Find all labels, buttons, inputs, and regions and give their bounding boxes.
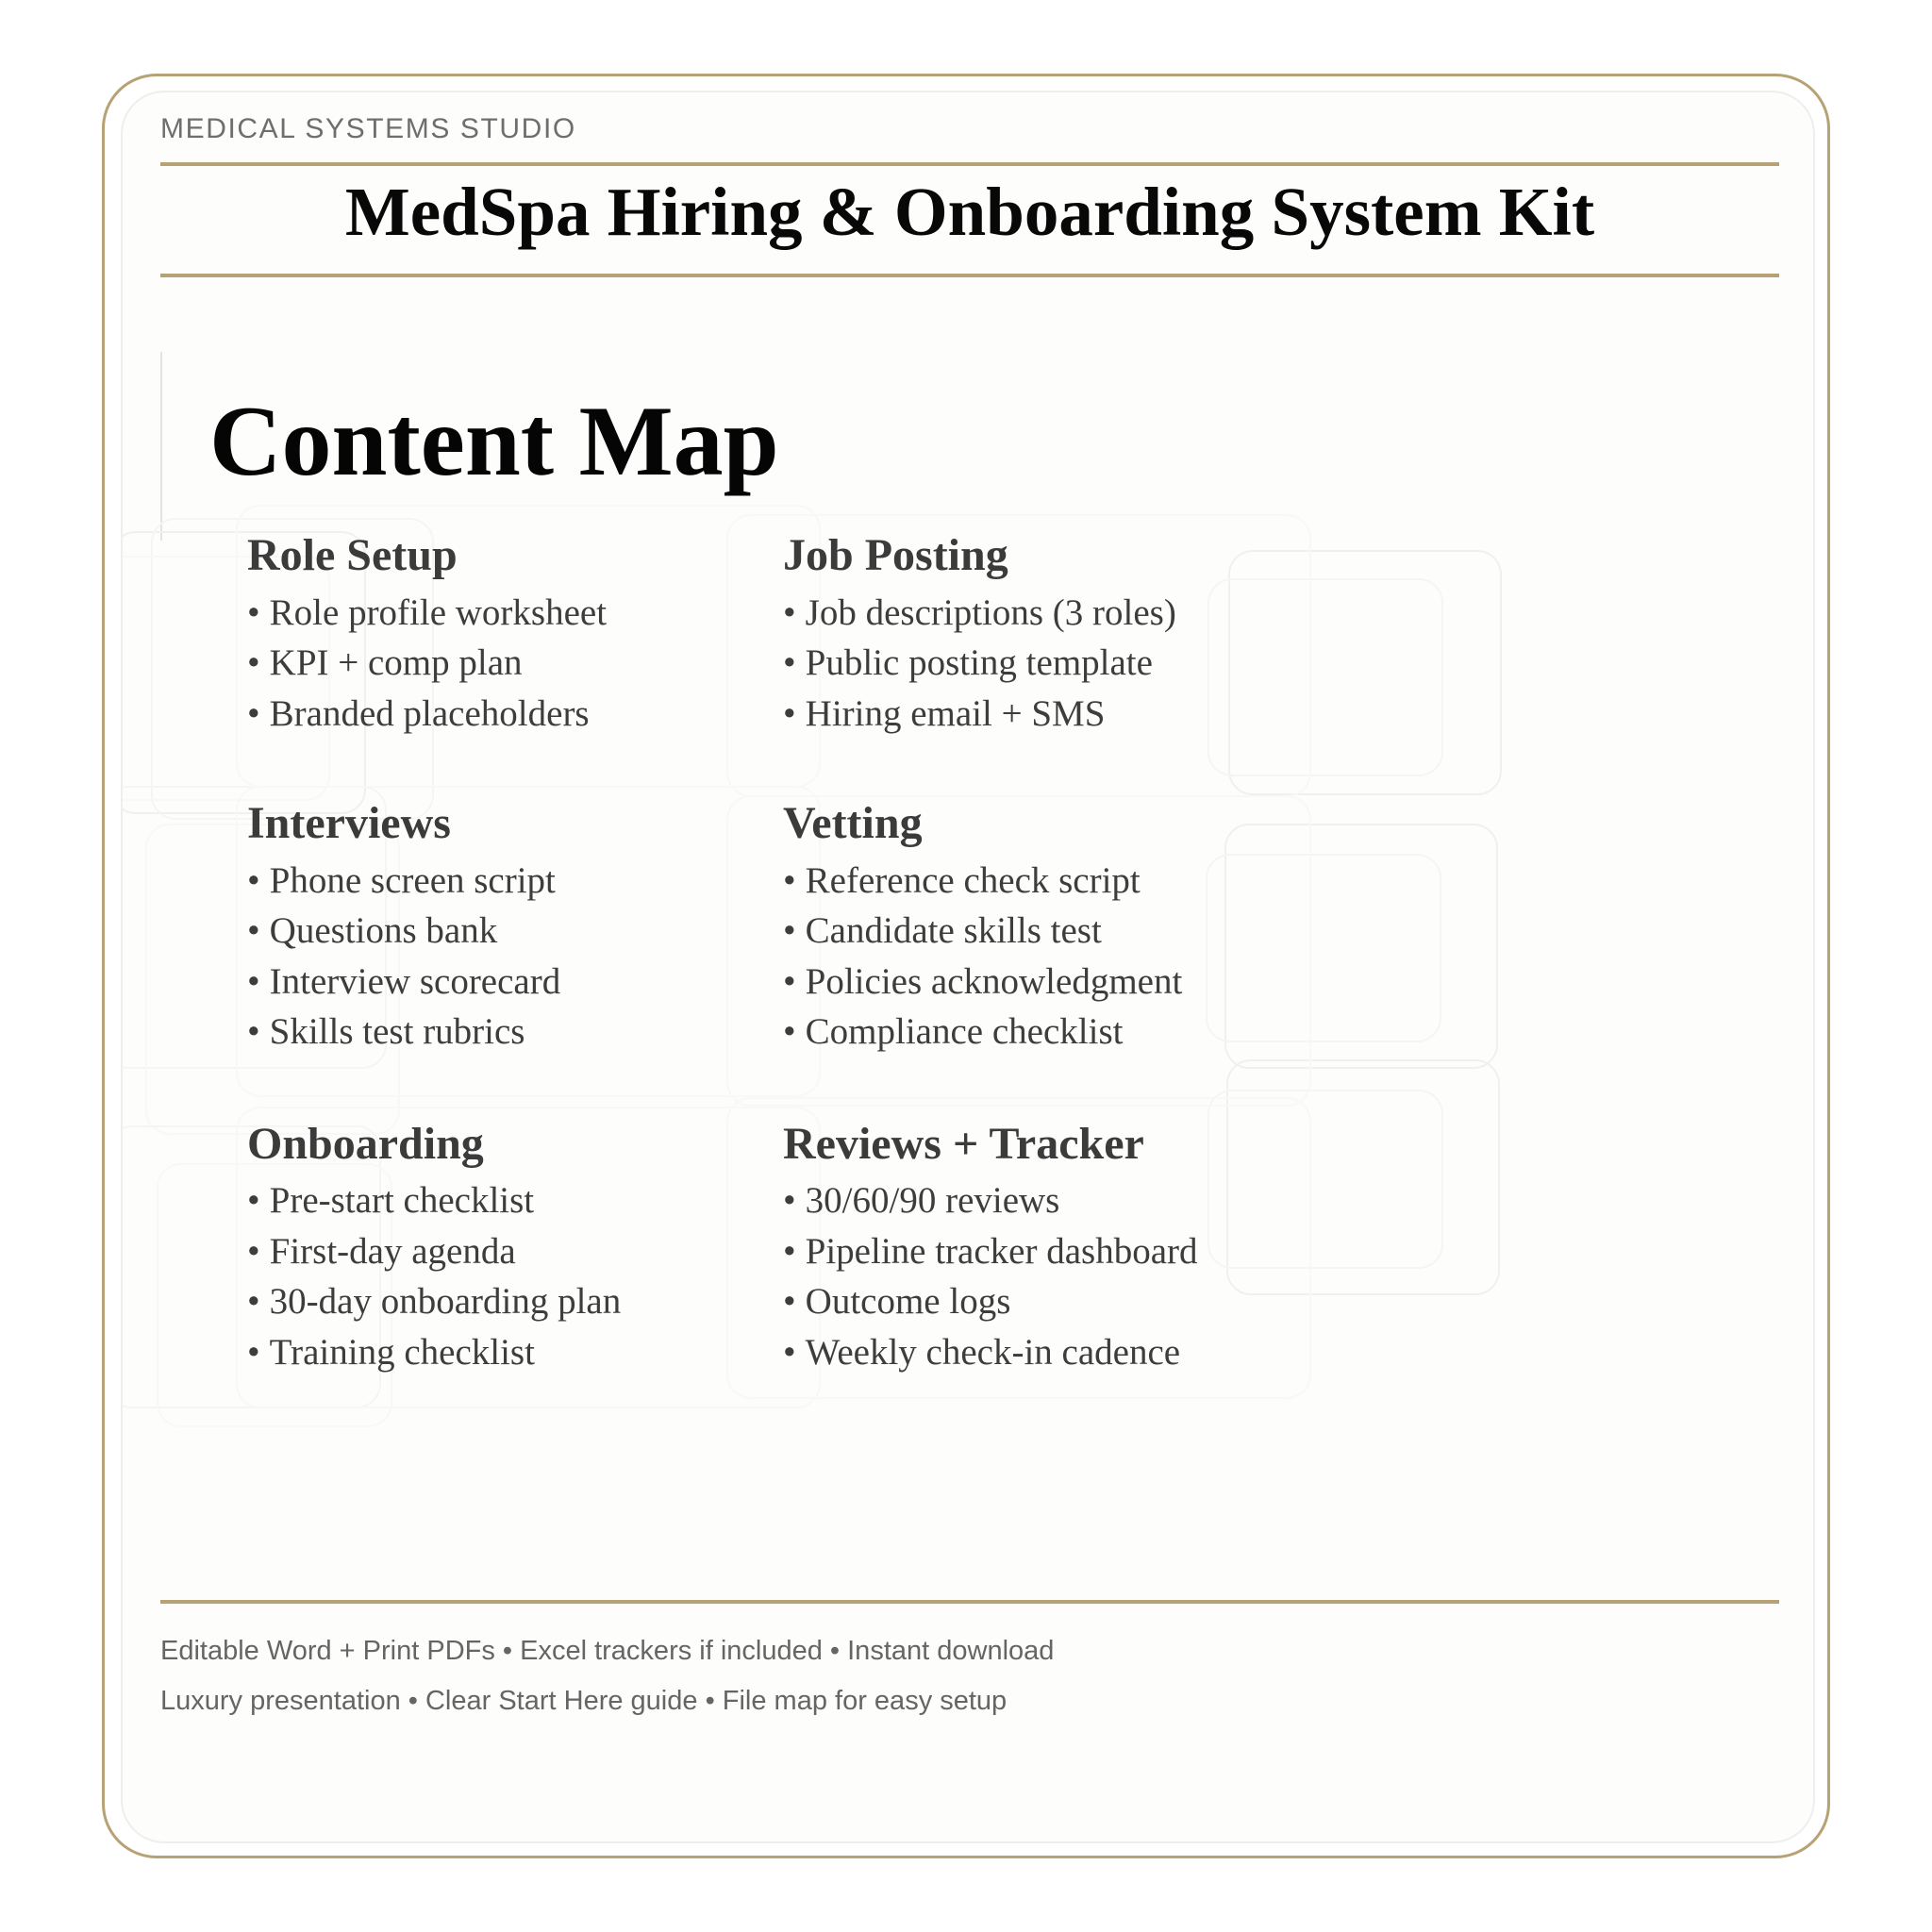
list-item xyxy=(783,1176,1245,1226)
list-item xyxy=(247,1328,726,1378)
card-title: Onboarding xyxy=(247,1118,484,1169)
list-item-label: Role profile worksheet xyxy=(269,591,608,633)
list-item-label: First-day agenda xyxy=(269,1230,516,1272)
list-item-label: Pipeline tracker dashboard xyxy=(805,1230,1198,1272)
card-item-list xyxy=(226,1176,726,1378)
list-item-label: KPI + comp plan xyxy=(269,642,523,684)
bullet-icon: • xyxy=(783,859,796,901)
section-heading: Content Map xyxy=(209,386,779,496)
list-item xyxy=(247,589,726,639)
list-item xyxy=(247,639,726,689)
bullet-icon: • xyxy=(247,960,260,1002)
brand-eyebrow: MEDICAL SYSTEMS STUDIO xyxy=(160,113,576,144)
bullet-icon: • xyxy=(247,1230,260,1272)
list-item-label: Phone screen script xyxy=(269,859,556,901)
list-item-label: Hiring email + SMS xyxy=(805,692,1106,734)
bullet-icon: • xyxy=(783,1331,796,1373)
list-item xyxy=(783,1008,1245,1058)
list-item-label: 30-day onboarding plan xyxy=(269,1281,622,1323)
list-item xyxy=(247,1176,726,1226)
content-card-onboarding[interactable] xyxy=(226,1115,726,1379)
card-title: Vetting xyxy=(783,798,923,849)
list-item xyxy=(783,958,1245,1008)
card-title: Reviews + Tracker xyxy=(783,1118,1144,1169)
list-item-label: 30/60/90 reviews xyxy=(805,1180,1060,1222)
card-item-list xyxy=(762,589,1245,740)
list-item xyxy=(783,1227,1245,1277)
bullet-icon: • xyxy=(247,692,260,734)
list-item xyxy=(783,1277,1245,1327)
list-item xyxy=(783,907,1245,957)
list-item-label: Pre-start checklist xyxy=(269,1180,535,1222)
list-item-label: Weekly check-in cadence xyxy=(805,1331,1181,1373)
list-item-label: Policies acknowledgment xyxy=(805,960,1183,1002)
bullet-icon: • xyxy=(247,1331,260,1373)
list-item xyxy=(247,1277,726,1327)
list-item xyxy=(783,690,1245,740)
content-map-card-grid xyxy=(226,526,1698,1378)
card-title: Job Posting xyxy=(783,530,1008,580)
bullet-icon: • xyxy=(783,692,796,734)
poster-sheet xyxy=(121,91,1815,1843)
card-item-list xyxy=(762,857,1245,1058)
list-item-label: Questions bank xyxy=(269,910,498,952)
bullet-icon: • xyxy=(247,642,260,684)
card-item-list xyxy=(226,857,726,1058)
bullet-icon: • xyxy=(247,1281,260,1323)
bullet-icon: • xyxy=(247,859,260,901)
content-card-role-setup[interactable] xyxy=(226,526,726,740)
bullet-icon: • xyxy=(247,591,260,633)
bullet-icon: • xyxy=(247,1180,260,1222)
poster-footer xyxy=(160,1600,1779,1728)
list-item-label: Training checklist xyxy=(269,1331,535,1373)
list-item xyxy=(783,589,1245,639)
list-item xyxy=(783,1328,1245,1378)
bullet-icon: • xyxy=(783,1011,796,1053)
bullet-icon: • xyxy=(783,1180,796,1222)
footer-gold-rule xyxy=(160,1600,1779,1604)
poster-header xyxy=(160,113,1779,277)
content-area xyxy=(123,295,1815,1614)
bullet-icon: • xyxy=(783,1281,796,1323)
footer-line-1: Editable Word + Print PDFs • Excel trackers if included • Instant download xyxy=(160,1636,1055,1666)
list-item xyxy=(247,1008,726,1058)
list-item xyxy=(247,958,726,1008)
list-item-label: Job descriptions (3 roles) xyxy=(805,591,1176,633)
list-item xyxy=(247,1227,726,1277)
card-item-list xyxy=(762,1176,1245,1378)
bullet-icon: • xyxy=(247,1011,260,1053)
list-item xyxy=(247,690,726,740)
list-item-label: Compliance checklist xyxy=(805,1011,1124,1053)
list-item-label: Public posting template xyxy=(805,642,1153,684)
bullet-icon: • xyxy=(783,591,796,633)
list-item-label: Outcome logs xyxy=(805,1281,1011,1323)
content-card-reviews-tracker[interactable] xyxy=(762,1115,1245,1379)
header-gold-rule-bottom xyxy=(160,274,1779,277)
bullet-icon: • xyxy=(783,910,796,952)
content-card-interviews[interactable] xyxy=(226,794,726,1058)
content-card-vetting[interactable] xyxy=(762,794,1245,1058)
list-item-label: Reference check script xyxy=(805,859,1141,901)
footer-line-2: Luxury presentation • Clear Start Here guide • File map for easy setup xyxy=(160,1686,1008,1716)
bullet-icon: • xyxy=(783,642,796,684)
list-item xyxy=(783,857,1245,907)
card-item-list xyxy=(226,589,726,740)
list-item-label: Branded placeholders xyxy=(269,692,590,734)
left-accent-line xyxy=(160,352,162,541)
card-title: Interviews xyxy=(247,798,451,849)
page-title: MedSpa Hiring & Onboarding System Kit xyxy=(344,174,1595,250)
card-title: Role Setup xyxy=(247,530,458,580)
list-item xyxy=(783,639,1245,689)
bullet-icon: • xyxy=(783,1230,796,1272)
list-item xyxy=(247,907,726,957)
list-item-label: Skills test rubrics xyxy=(269,1011,525,1053)
bullet-icon: • xyxy=(783,960,796,1002)
bullet-icon: • xyxy=(247,910,260,952)
list-item-label: Candidate skills test xyxy=(805,910,1102,952)
content-card-job-posting[interactable] xyxy=(762,526,1245,740)
list-item-label: Interview scorecard xyxy=(269,960,561,1002)
list-item xyxy=(247,857,726,907)
